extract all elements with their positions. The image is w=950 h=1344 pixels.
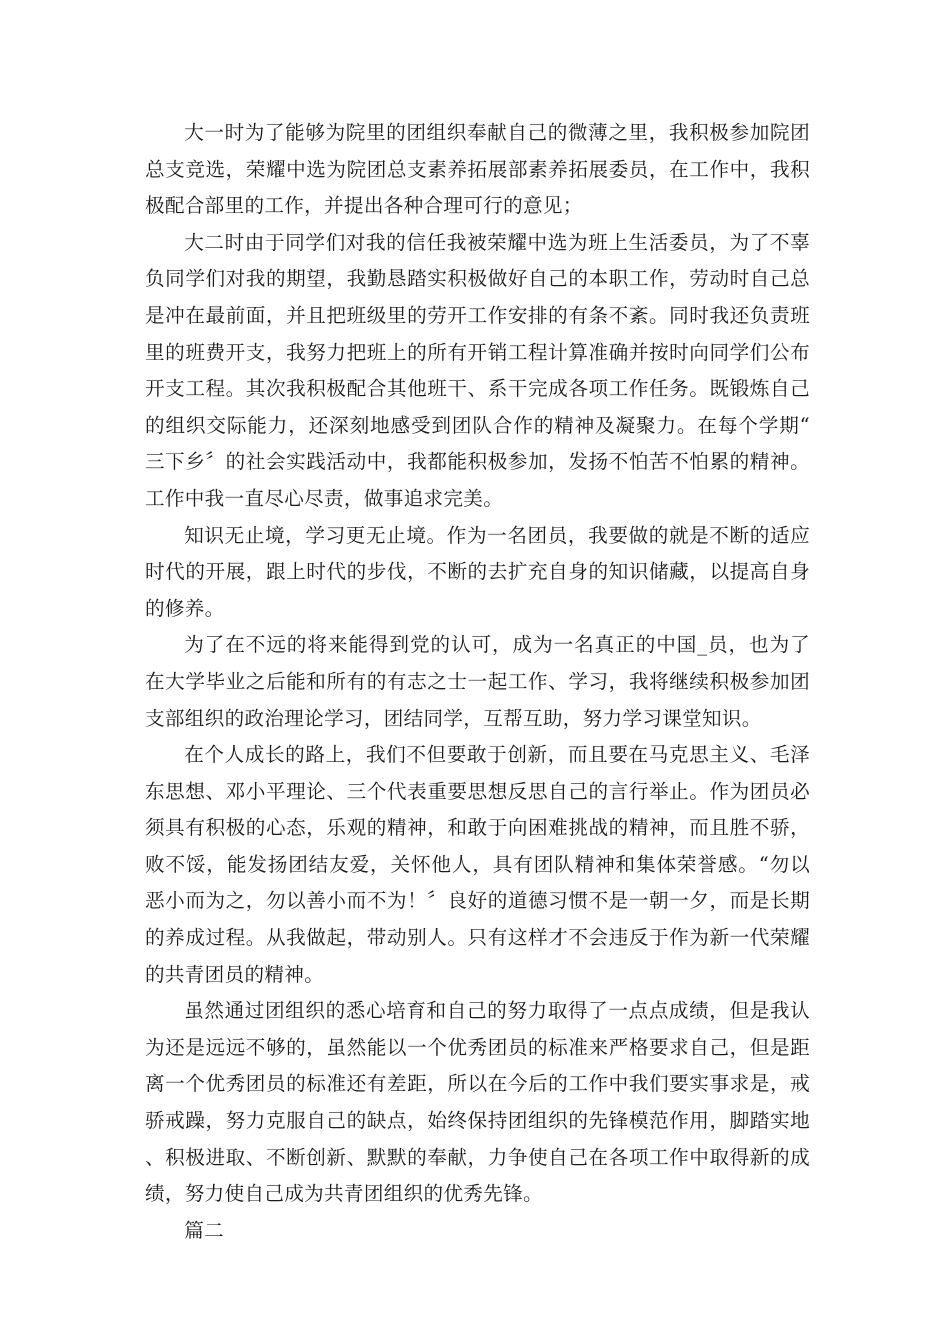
paragraph-3: 知识无止境，学习更无止境。作为一名团员，我要做的就是不断的适应时代的开展，跟上时代的步伐，不断的去扩充自身的知识储藏，以提高自身的修养。 <box>145 523 810 620</box>
paragraph-1: 大一时为了能够为院里的团组织奉献自己的微薄之里，我积极参加院团总支竞选，荣耀中选为院团总支素养拓展部素养拓展委员，在工作中，我积极配合部里的工作，并提出各种合理可行的意见； <box>145 121 810 218</box>
document-body <box>145 115 810 1249</box>
paragraph-4: 为了在不远的将来能得到党的认可，成为一名真正的中国_员，也为了在大学毕业之后能和所有的有志之士一起工作、学习，我将继续积极参加团支部组织的政治理论学习，团结同学，互帮互助，努力学习课堂知识。 <box>145 633 810 730</box>
paragraph-2: 大二时由于同学们对我的信任我被荣耀中选为班上生活委员，为了不辜负同学们对我的期望，我勤恳踏实积极做好自己的本职工作，劳动时自己总是冲在最前面，并且把班级里的劳开工作安排的有条不紊。同时我还负责班里的班费开支，我努力把班上的所有开销工程计算准确并按时向同学们公布开支工程。其次我积极配合其他班干、系干完成各项工作任务。既锻炼自己的组织交际能力，还深刻地感受到团队合作的精神及凝聚力。在每个学期“三下乡〞的社会实践活动中，我都能积极参加，发扬不怕苦不怕累的精神。工作中我一直尽心尽责，做事追求完美。 <box>145 230 810 510</box>
paragraph-6: 虽然通过团组织的悉心培育和自己的努力取得了一点点成绩，但是我认为还是远远不够的，虽然能以一个优秀团员的标准来严格要求自己，但是距离一个优秀团员的标准还有差距，所以在今后的工作中我们要实事求是，戒骄戒躁，努力克服自己的缺点，始终保持团组织的先锋模范作用，脚踏实地、积极进取、不断创新、默默的奉献，力争使自己在各项工作中取得新的成绩，努力使自己成为共青团组织的优秀先锋。 <box>145 999 810 1206</box>
paragraph-5: 在个人成长的路上，我们不但要敢于创新，而且要在马克思主义、毛泽东思想、邓小平理论、三个代表重要思想反思自己的言行举止。作为团员必须具有积极的心态，乐观的精神，和敢于向困难挑战的精神，而且胜不骄，败不馁，能发扬团结友爱，关怀他人，具有团队精神和集体荣誉感。“勿以恶小而为之，勿以善小而不为！〞良好的道德习惯不是一朝一夕，而是长期的养成过程。从我做起，带动别人。只有这样才不会违反于作为新一代荣耀的共青团员的精神。 <box>145 743 810 986</box>
section-heading: 篇二 <box>184 1218 224 1242</box>
